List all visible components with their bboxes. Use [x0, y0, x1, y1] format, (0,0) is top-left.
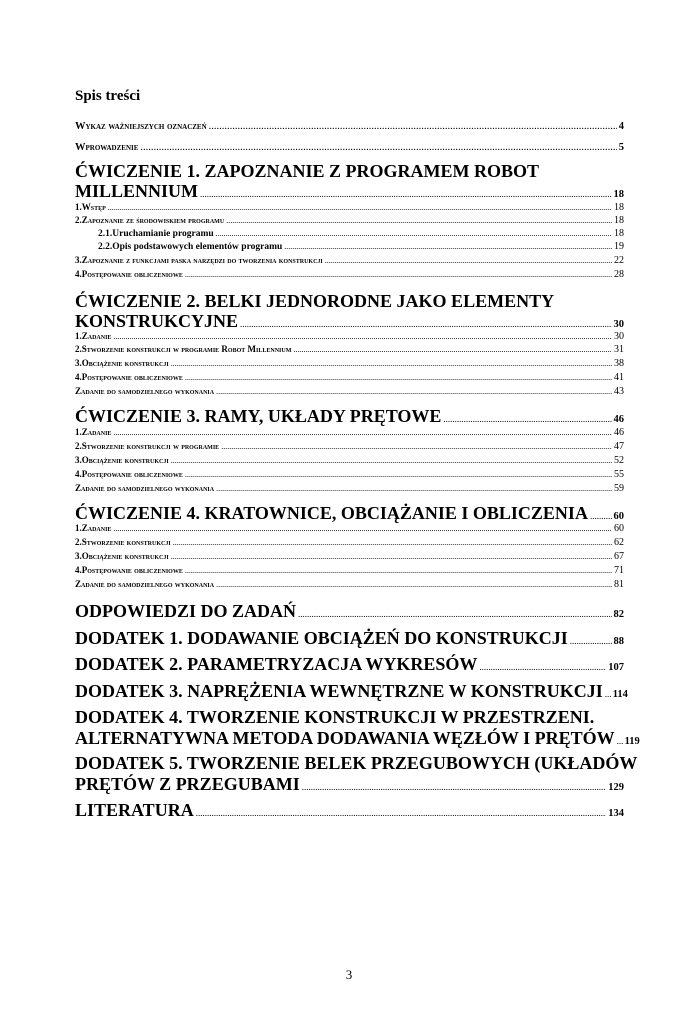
toc-page-number: 18: [614, 202, 624, 213]
toc-page-number: 114: [612, 689, 628, 700]
toc-entry-title: Stworzenie konstrukcji w programie Robot Millennium: [81, 344, 292, 354]
toc-subentry[interactable]: [75, 537, 624, 548]
toc-page-number: 67: [614, 551, 624, 562]
dot-leader: [185, 269, 612, 279]
toc-entry-dodatek-3[interactable]: [75, 681, 628, 702]
toc-entry-title: ALTERNATYWNA METODA DODAWANIA WĘZŁÓW I PRĘTÓW: [75, 728, 615, 748]
dot-leader: [221, 441, 612, 451]
dot-leader: [113, 427, 612, 437]
dot-leader: [240, 311, 611, 332]
toc-entry-number: 1.: [75, 427, 82, 437]
dot-leader: [302, 774, 607, 795]
toc-entry-title: Postępowanie obliczeniowe: [81, 372, 183, 382]
toc-entry-chapter-2[interactable]: [75, 311, 624, 332]
dot-leader: [173, 537, 612, 547]
toc-entry-dodatek-2[interactable]: [75, 654, 624, 675]
toc-subentry[interactable]: [75, 579, 624, 590]
toc-page-number: 134: [608, 808, 624, 819]
dot-leader: [108, 202, 612, 212]
toc-entry-number: 4.: [75, 372, 82, 382]
toc-page-number: 59: [614, 483, 624, 494]
toc-entry-number: 2.: [75, 215, 82, 225]
toc-subentry[interactable]: [75, 455, 624, 466]
toc-page-number: 18: [614, 215, 624, 226]
toc-entry-number: 4.: [75, 269, 82, 279]
dot-leader: [216, 386, 612, 396]
toc-entry-title: DODATEK 2. PARAMETRYZACJA WYKRESÓW: [75, 654, 478, 674]
toc-entry-number: 2.2.: [98, 242, 113, 252]
toc-page-number: 47: [614, 441, 624, 452]
toc-page-number: 18: [614, 228, 624, 239]
toc-subentry[interactable]: [75, 469, 624, 480]
page-number: 3: [345, 967, 353, 982]
toc-page-number: 30: [613, 319, 624, 330]
dot-leader: [617, 728, 623, 749]
toc-entry-number: 2.: [75, 344, 82, 354]
toc-entry-title: Zadanie do samodzielnego wykonania: [75, 483, 215, 493]
toc-page-number: 82: [613, 609, 624, 620]
dodatek-5-title-line1[interactable]: DODATEK 5. TWORZENIE BELEK PRZEGUBOWYCH (UKŁADÓW: [75, 753, 638, 773]
toc-entry-title: Postępowanie obliczeniowe: [81, 469, 183, 479]
toc-entry-title: ĆWICZENIE 3. RAMY, UKŁADY PRĘTOWE: [75, 406, 442, 426]
toc-page-number: 62: [614, 537, 624, 548]
toc-page-number: 22: [614, 255, 624, 266]
toc-entry-number: 2.1.: [98, 229, 113, 239]
toc-entry-title: Wstęp: [81, 202, 106, 212]
toc-heading: Spis treści: [75, 88, 141, 104]
toc-entry-title: Uruchamianie programu: [112, 229, 214, 239]
toc-entry-number: 3.: [75, 551, 82, 561]
toc-entry-number: 3.: [75, 455, 82, 465]
toc-page-number: 88: [613, 636, 624, 647]
toc-entry-title: Zapoznanie ze środowiskiem programu: [81, 215, 225, 225]
toc-page-number: 129: [608, 782, 624, 793]
dot-leader: [185, 372, 612, 382]
toc-page-number: 5: [618, 142, 624, 153]
dot-leader: [570, 628, 612, 649]
dot-leader: [140, 142, 616, 153]
toc-entry-title: Zadanie: [81, 331, 112, 341]
toc-entry-dodatek-4[interactable]: [75, 728, 640, 749]
toc-entry-title: Zadanie: [81, 523, 112, 533]
dot-leader: [605, 681, 611, 702]
toc-entry-number: 2.: [75, 441, 82, 451]
dot-leader: [293, 344, 612, 354]
toc-entry-number: 4.: [75, 469, 82, 479]
dot-leader: [216, 579, 612, 589]
toc-entry-wprowadzenie[interactable]: [75, 142, 624, 153]
dot-leader: [284, 242, 612, 252]
toc-page-number: 119: [624, 736, 640, 747]
toc-subsubentry[interactable]: [98, 228, 624, 239]
toc-page-number: 28: [614, 269, 624, 280]
toc-page-number: 107: [608, 662, 624, 673]
toc-subentry[interactable]: [75, 483, 624, 494]
toc-subentry[interactable]: [75, 269, 624, 280]
toc-entry-title: DODATEK 3. NAPRĘŻENIA WEWNĘTRZNE W KONSTRUKCJI: [75, 681, 603, 701]
toc-subsubentry[interactable]: [98, 241, 624, 252]
toc-page-number: 71: [614, 565, 624, 576]
toc-subentry[interactable]: [75, 202, 624, 213]
toc-entry-title: ĆWICZENIE 4. KRATOWNICE, OBCIĄŻANIE I OBLICZENIA: [75, 503, 588, 523]
toc-page-number: 38: [614, 358, 624, 369]
toc-subentry[interactable]: [75, 358, 624, 369]
toc-entry-chapter-4[interactable]: [75, 503, 624, 524]
dot-leader: [226, 215, 612, 225]
toc-subentry[interactable]: [75, 441, 624, 452]
toc-page-number: 31: [614, 344, 624, 355]
toc-subentry[interactable]: [75, 331, 624, 342]
toc-entry-title: LITERATURA: [75, 800, 194, 820]
dot-leader: [325, 255, 612, 265]
dot-leader: [479, 654, 606, 675]
toc-entry-number: 4.: [75, 565, 82, 575]
toc-subentry[interactable]: [75, 551, 624, 562]
toc-page-number: 4: [618, 121, 624, 132]
toc-page-number: 43: [614, 386, 624, 397]
dot-leader: [171, 551, 612, 561]
toc-subentry[interactable]: [75, 427, 624, 438]
toc-page-number: 46: [614, 427, 624, 438]
toc-entry-odpowiedzi[interactable]: [75, 601, 624, 622]
toc-subentry[interactable]: [75, 565, 624, 576]
toc-entry-title: KONSTRUKCYJNE: [75, 311, 239, 331]
toc-entry-number: 1.: [75, 331, 82, 341]
toc-page-number: 46: [613, 414, 624, 425]
toc-subentry[interactable]: [75, 372, 624, 383]
chapter-1-title-line1[interactable]: ĆWICZENIE 1. ZAPOZNANIE Z PROGRAMEM ROBOT: [75, 161, 540, 181]
toc-subentry[interactable]: [75, 523, 624, 534]
toc-entry-title: MILLENNIUM: [75, 181, 199, 201]
toc-entry-title: Wprowadzenie: [75, 142, 139, 153]
toc-entry-number: 2.: [75, 537, 82, 547]
dot-leader: [113, 523, 612, 533]
toc-entry-title: DODATEK 1. DODAWANIE OBCIĄŻEŃ DO KONSTRUKCJI: [75, 628, 568, 648]
toc-entry-title: Stworzenie konstrukcji: [81, 537, 171, 547]
toc-entry-title: Postępowanie obliczeniowe: [81, 565, 183, 575]
toc-page-number: 55: [614, 469, 624, 480]
chapter-2-title-line1[interactable]: ĆWICZENIE 2. BELKI JEDNORODNE JAKO ELEMENTY: [75, 291, 555, 311]
dot-leader: [216, 229, 612, 239]
toc-entry-number: 3.: [75, 255, 82, 265]
toc-page-number: 60: [614, 523, 624, 534]
toc-subentry[interactable]: [75, 255, 624, 266]
dot-leader: [171, 358, 612, 368]
toc-entry-wykaz[interactable]: [75, 121, 624, 132]
toc-page-number: 19: [614, 241, 624, 252]
dot-leader: [185, 469, 612, 479]
toc-entry-chapter-3[interactable]: [75, 406, 624, 427]
toc-entry-title: Obciążenie konstrukcji: [81, 358, 169, 368]
toc-page-number: 52: [614, 455, 624, 466]
dot-leader: [590, 503, 612, 524]
toc-entry-dodatek-1[interactable]: [75, 628, 624, 649]
toc-entry-title: Obciążenie konstrukcji: [81, 551, 169, 561]
toc-entry-number: 1.: [75, 523, 82, 533]
toc-page-number: 30: [614, 331, 624, 342]
dot-leader: [298, 601, 611, 622]
dot-leader: [443, 406, 611, 427]
dot-leader: [209, 121, 617, 132]
toc-entry-title: Zadanie do samodzielnego wykonania: [75, 579, 215, 589]
toc-entry-title: Wykaz ważniejszych oznaczeń: [75, 121, 207, 132]
toc-entry-chapter-1[interactable]: [75, 181, 624, 202]
toc-entry-title: PRĘTÓW Z PRZEGUBAMI: [75, 774, 300, 794]
dot-leader: [171, 455, 612, 465]
dot-leader: [216, 483, 612, 493]
dot-leader: [196, 800, 607, 821]
toc-entry-title: Postępowanie obliczeniowe: [81, 269, 183, 279]
dot-leader: [185, 565, 612, 575]
toc-subentry[interactable]: [75, 386, 624, 397]
toc-entry-number: 1.: [75, 202, 82, 212]
dot-leader: [113, 331, 612, 341]
toc-entry-literatura[interactable]: [75, 800, 624, 821]
toc-entry-title: Stworzenie konstrukcji w programie: [81, 441, 220, 451]
toc-subentry[interactable]: [75, 344, 624, 355]
toc-entry-title: Zadanie do samodzielnego wykonania: [75, 386, 215, 396]
toc-page-number: 81: [614, 579, 624, 590]
toc-entry-title: Zapoznanie z funkcjami paska narzędzi do tworzenia konstrukcji: [81, 255, 323, 265]
toc-page-number: 60: [613, 511, 624, 522]
toc-entry-number: 3.: [75, 358, 82, 368]
toc-page-number: 41: [614, 372, 624, 383]
toc-entry-title: Opis podstawowych elementów programu: [112, 242, 283, 252]
toc-entry-title: Zadanie: [81, 427, 112, 437]
toc-page-number: 18: [613, 189, 624, 200]
toc-entry-title: Obciążenie konstrukcji: [81, 455, 169, 465]
toc-entry-dodatek-5[interactable]: [75, 774, 624, 795]
toc-subentry[interactable]: [75, 215, 624, 226]
dodatek-4-title-line1[interactable]: DODATEK 4. TWORZENIE KONSTRUKCJI W PRZESTRZENI.: [75, 707, 595, 727]
toc-entry-title: ODPOWIEDZI DO ZADAŃ: [75, 601, 297, 621]
dot-leader: [200, 181, 611, 202]
